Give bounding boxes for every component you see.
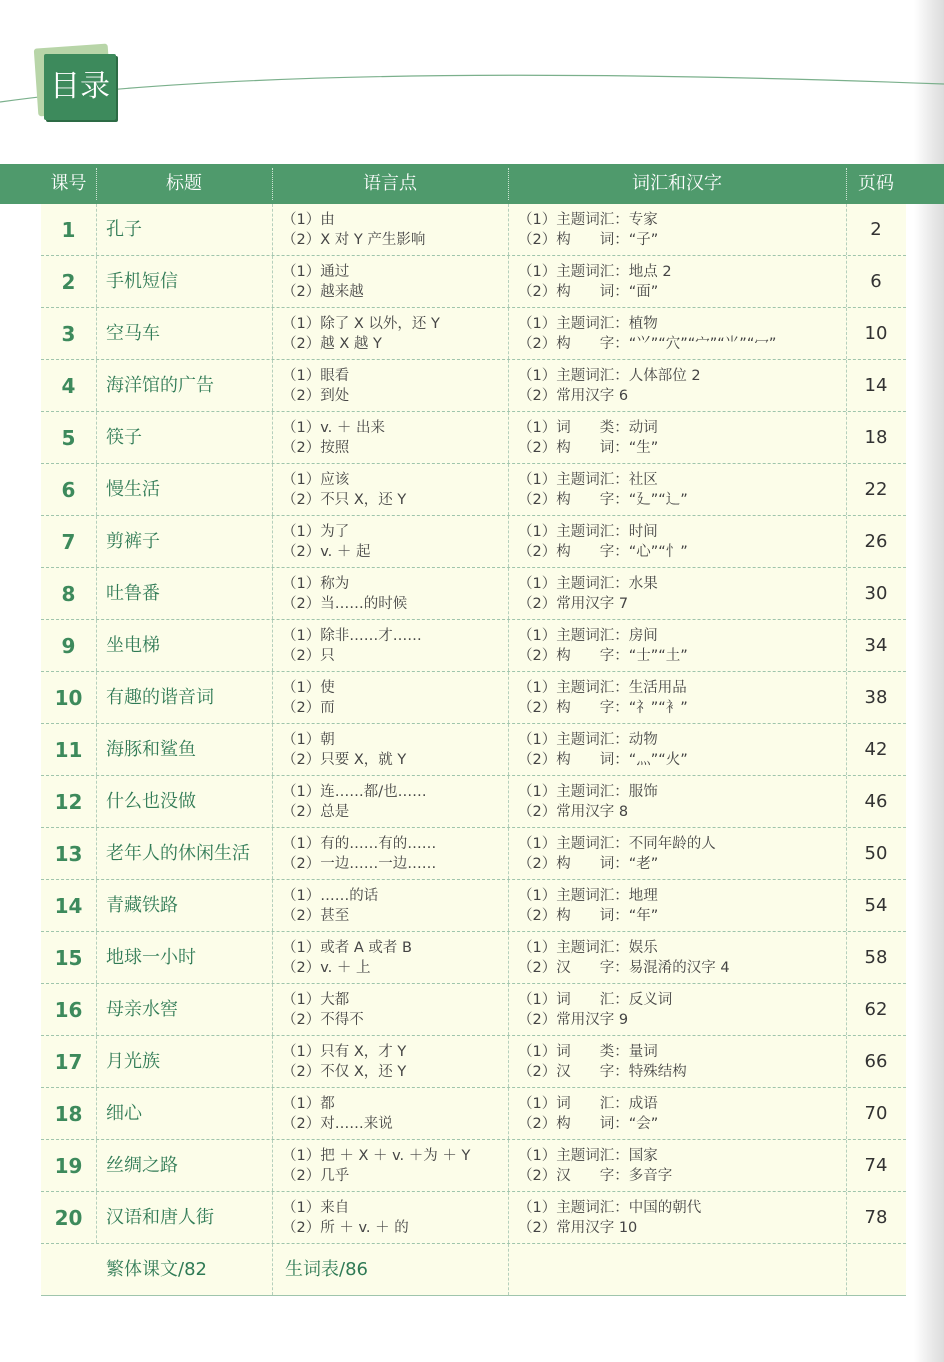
lesson-number: 1 [61,218,76,242]
column-header-title: 标题 [166,173,202,194]
language-point-1: （1）或者 A 或者 B [282,940,412,956]
language-points [282,1198,409,1238]
vocabulary-point-1: （1）主题词汇：专家 [518,212,658,228]
language-point-1: （1）通过 [282,264,350,280]
language-points [282,574,407,614]
language-point-2: （2）v. ＋ 上 [282,960,371,976]
language-point-1: （1）眼看 [282,368,350,384]
page-number: 74 [864,1155,888,1176]
language-points [282,782,427,822]
vocabulary-point-2: （2）常用汉字 8 [518,804,629,820]
language-point-2: （2）不仅 X，还 Y [282,1064,407,1080]
language-point-1: （1）都 [282,1096,335,1112]
table-row[interactable] [41,828,906,880]
language-point-2: （2）按照 [282,440,350,456]
lesson-title[interactable]: 手机短信 [106,271,178,292]
table-row[interactable] [41,412,906,464]
vocabulary-point-1: （1）主题词汇：服饰 [518,784,658,800]
vocabulary-point-2: （2）常用汉字 10 [518,1220,638,1236]
lesson-number: 13 [54,842,83,866]
page-number: 10 [864,323,888,344]
column-header-vocabulary: 词汇和汉字 [632,173,722,194]
lesson-number: 6 [61,478,76,502]
lesson-number: 14 [54,894,83,918]
column-header-page: 页码 [858,173,894,194]
lesson-number: 16 [54,998,83,1022]
vocabulary-point-2: （2）构 字：“廴”“辶” [518,492,688,508]
language-point-2: （2）所 ＋ v. ＋ 的 [282,1220,409,1236]
vocabulary-list-link[interactable]: 生词表/86 [285,1259,368,1280]
table-row[interactable] [41,724,906,776]
language-points [282,678,335,718]
table-row[interactable] [41,1088,906,1140]
language-points [282,366,349,406]
page-number: 30 [864,583,888,604]
page-number: 54 [864,895,888,916]
vocabulary-point-2: （2）常用汉字 9 [518,1012,629,1028]
lesson-title[interactable]: 丝绸之路 [106,1155,178,1176]
vocabulary-point-1: （1）主题词汇：国家 [518,1148,658,1164]
lesson-number: 7 [61,530,76,554]
page-number: 2 [870,219,882,240]
lesson-number: 11 [54,738,83,762]
vocabulary-points [518,1094,658,1134]
lesson-number: 2 [61,270,76,294]
vocabulary-point-1: （1）主题词汇：动物 [518,732,658,748]
vocabulary-points [518,990,672,1030]
vocabulary-point-1: （1）主题词汇：不同年龄的人 [518,836,716,852]
page-number: 26 [864,531,888,552]
vocabulary-point-1: （1）主题词汇：生活用品 [518,680,687,696]
vocabulary-points [518,210,658,250]
lesson-number: 8 [61,582,76,606]
language-points [282,418,385,458]
page-number: 6 [870,271,882,292]
lesson-title[interactable]: 地球一小时 [106,947,196,968]
vocabulary-point-2: （2）构 词：“子” [518,232,659,248]
language-point-2: （2）甚至 [282,908,350,924]
table-row[interactable] [41,256,906,308]
lesson-title[interactable]: 筷子 [106,427,142,448]
vocabulary-point-1: （1）主题词汇：地理 [518,888,658,904]
lesson-title[interactable]: 有趣的谐音词 [106,687,214,708]
table-row[interactable] [41,204,906,256]
vocabulary-point-2: （2）构 词：“会” [518,1116,659,1132]
lesson-title[interactable]: 剪裤子 [106,531,160,552]
vocabulary-point-2: （2）构 字：“士”“土” [518,648,688,664]
language-point-2: （2）越 X 越 Y [282,336,382,352]
language-point-2: （2）总是 [282,804,350,820]
vocabulary-points [518,1198,701,1238]
language-point-2: （2）一边……一边…… [282,856,437,872]
language-point-1: （1）称为 [282,576,350,592]
vocabulary-points [518,470,688,510]
page-number: 14 [864,375,888,396]
vocabulary-point-2: （2）构 字：“礻”“衤” [518,700,688,716]
language-points [282,990,364,1030]
table-row[interactable] [41,568,906,620]
language-point-2: （2）X 对 Y 产生影响 [282,232,426,248]
lesson-number: 10 [54,686,83,710]
language-point-1: （1）为了 [282,524,350,540]
vocabulary-point-2: （2）汉 字：易混淆的汉字 4 [518,960,730,976]
vocabulary-point-2: （2）构 词：“生” [518,440,659,456]
language-point-1: （1）除非……才…… [282,628,422,644]
vocabulary-point-1: （1）词 汇：成语 [518,1096,658,1112]
vocabulary-points [518,314,776,354]
language-points [282,210,425,250]
language-point-1: （1）除了 X 以外，还 Y [282,316,440,332]
lesson-number: 9 [61,634,76,658]
language-point-1: （1）连……都/也…… [282,784,427,800]
language-point-2: （2）而 [282,700,335,716]
vocabulary-point-1: （1）词 类：动词 [518,420,658,436]
lesson-title[interactable]: 坐电梯 [106,635,160,656]
page-number: 66 [864,1051,888,1072]
vocabulary-points [518,522,688,562]
vocabulary-points [518,418,658,458]
vocabulary-point-2: （2）汉 字：特殊结构 [518,1064,687,1080]
page-number: 18 [864,427,888,448]
vocabulary-point-2: （2）构 字：“⺍”“穴”“宀”“⺌”“冖” [518,336,777,352]
toc-header-row [0,164,944,204]
lesson-title[interactable]: 孔子 [106,219,142,240]
lesson-number: 19 [54,1154,83,1178]
vocabulary-points [518,886,658,926]
vocabulary-point-2: （2）构 字：“心”“忄” [518,544,688,560]
vocabulary-point-2: （2）构 词：“灬”“火” [518,752,688,768]
language-point-1: （1）大都 [282,992,350,1008]
language-point-1: （1）……的话 [282,888,379,904]
table-row[interactable] [41,880,906,932]
page-number: 46 [864,791,888,812]
vocabulary-points [518,574,658,614]
language-point-1: （1）由 [282,212,335,228]
language-points [282,1042,406,1082]
traditional-texts-link[interactable]: 繁体课文/82 [106,1259,207,1280]
vocabulary-point-2: （2）构 词：“年” [518,908,659,924]
language-points [282,262,364,302]
language-point-2: （2）v. ＋ 起 [282,544,371,560]
lesson-title[interactable]: 月光族 [106,1051,160,1072]
table-row[interactable] [41,672,906,724]
table-row[interactable] [41,620,906,672]
lesson-number: 20 [54,1206,83,1230]
vocabulary-point-1: （1）词 汇：反义词 [518,992,673,1008]
lesson-title[interactable]: 海洋馆的广告 [106,375,214,396]
language-point-2: （2）对……来说 [282,1116,393,1132]
page-number: 22 [864,479,888,500]
lesson-number: 18 [54,1102,83,1126]
lesson-title[interactable]: 母亲水窖 [106,999,178,1020]
vocabulary-point-2: （2）构 词：“面” [518,284,659,300]
lesson-title[interactable]: 汉语和唐人街 [106,1207,214,1228]
toc-title-badge [36,46,116,122]
extras-row [41,1244,906,1296]
vocabulary-point-1: （1）主题词汇：社区 [518,472,658,488]
vocabulary-point-1: （1）主题词汇：房间 [518,628,658,644]
table-row[interactable] [41,308,906,360]
vocabulary-points [518,782,658,822]
language-point-2: （2）不只 X，还 Y [282,492,407,508]
vocabulary-point-1: （1）主题词汇：地点 2 [518,264,672,280]
page-title: 目录 [44,54,116,120]
language-point-1: （1）有的……有的…… [282,836,437,852]
lesson-title[interactable]: 青藏铁路 [106,895,178,916]
table-row[interactable] [41,516,906,568]
page-number: 70 [864,1103,888,1124]
lesson-number: 12 [54,790,83,814]
vocabulary-points [518,938,730,978]
page-edge-shadow [914,0,944,1362]
language-points [282,834,436,874]
lesson-number: 17 [54,1050,83,1074]
vocabulary-point-2: （2）常用汉字 6 [518,388,629,404]
table-row[interactable] [41,776,906,828]
language-points [282,938,412,978]
vocabulary-point-1: （1）主题词汇：时间 [518,524,658,540]
language-points [282,314,440,354]
language-point-2: （2）不得不 [282,1012,364,1028]
language-point-1: （1）朝 [282,732,335,748]
lesson-title[interactable]: 空马车 [106,323,160,344]
language-points [282,1146,470,1186]
language-point-1: （1）应该 [282,472,350,488]
language-point-2: （2）只要 X，就 Y [282,752,407,768]
page-number: 78 [864,1207,888,1228]
header-curve-decoration [0,40,944,110]
vocabulary-points [518,1146,672,1186]
language-point-2: （2）只 [282,648,335,664]
page-number: 34 [864,635,888,656]
language-point-1: （1）使 [282,680,335,696]
language-points [282,1094,393,1134]
language-point-1: （1）只有 X，才 Y [282,1044,407,1060]
lesson-number: 3 [61,322,76,346]
language-points [282,470,406,510]
lesson-title[interactable]: 老年人的休闲生活 [106,843,250,864]
table-row[interactable] [41,1192,906,1244]
table-row[interactable] [41,932,906,984]
table-row[interactable] [41,1140,906,1192]
language-point-2: （2）到处 [282,388,350,404]
lesson-title[interactable]: 海豚和鲨鱼 [106,739,196,760]
vocabulary-points [518,1042,687,1082]
vocabulary-points [518,626,688,666]
table-row[interactable] [41,1036,906,1088]
vocabulary-points [518,834,716,874]
vocabulary-point-1: （1）主题词汇：水果 [518,576,658,592]
page-number: 58 [864,947,888,968]
language-point-2: （2）几乎 [282,1168,350,1184]
language-point-1: （1）来自 [282,1200,350,1216]
table-row[interactable] [41,464,906,516]
lesson-title[interactable]: 吐鲁番 [106,583,160,604]
language-points [282,730,406,770]
column-header-lesson-number: 课号 [50,173,87,194]
vocabulary-point-1: （1）主题词汇：中国的朝代 [518,1200,702,1216]
vocabulary-point-2: （2）常用汉字 7 [518,596,629,612]
vocabulary-points [518,730,688,770]
page-number: 38 [864,687,888,708]
page-number: 62 [864,999,888,1020]
language-point-2: （2）当……的时候 [282,596,408,612]
vocabulary-point-1: （1）词 类：量词 [518,1044,658,1060]
language-points [282,886,378,926]
vocabulary-points [518,262,672,302]
language-point-1: （1）把 ＋ X ＋ v. ＋为 ＋ Y [282,1148,471,1164]
vocabulary-points [518,366,701,406]
language-point-1: （1）v. ＋ 出来 [282,420,386,436]
language-points [282,626,422,666]
lesson-title[interactable]: 什么也没做 [106,791,196,812]
page-number: 42 [864,739,888,760]
column-header-language-points: 语言点 [363,173,417,194]
page-number: 50 [864,843,888,864]
lesson-number: 15 [54,946,83,970]
vocabulary-point-2: （2）构 词：“老” [518,856,659,872]
lesson-title[interactable]: 细心 [106,1103,142,1124]
language-point-2: （2）越来越 [282,284,364,300]
table-row[interactable] [41,984,906,1036]
vocabulary-point-2: （2）汉 字：多音字 [518,1168,673,1184]
vocabulary-point-1: （1）主题词汇：植物 [518,316,658,332]
lesson-number: 5 [61,426,76,450]
language-points [282,522,371,562]
vocabulary-points [518,678,688,718]
lesson-title[interactable]: 慢生活 [106,479,160,500]
vocabulary-point-1: （1）主题词汇：人体部位 2 [518,368,701,384]
table-row[interactable] [41,360,906,412]
lesson-number: 4 [61,374,76,398]
vocabulary-point-1: （1）主题词汇：娱乐 [518,940,658,956]
